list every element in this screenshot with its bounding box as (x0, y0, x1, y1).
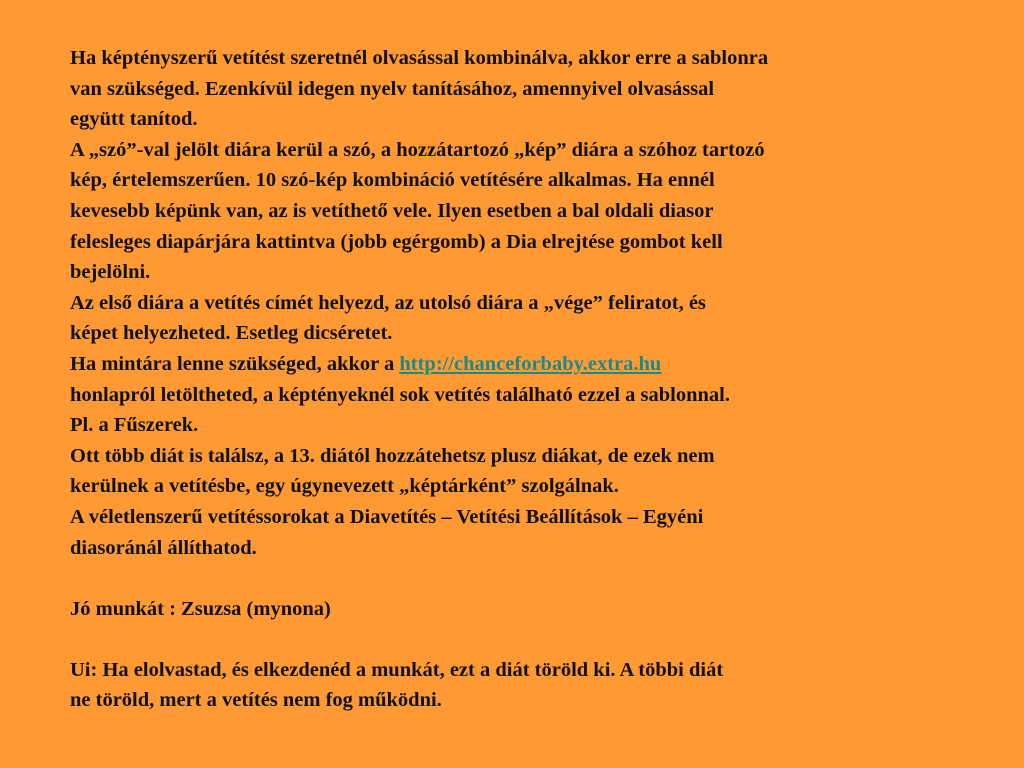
link-line (70, 349, 950, 380)
postscript-line: Ui: Ha elolvastad, és elkezdenéd a munkát, ezt a diát töröld ki. A többi diát (70, 658, 724, 681)
spacer (70, 624, 950, 655)
text-line: kevesebb képünk van, az is vetíthető vele. Ilyen esetben a bal oldali diasor (70, 199, 714, 222)
instructions-text (70, 43, 950, 716)
website-link[interactable]: http://chanceforbaby.extra.hu (399, 352, 662, 375)
text-line: kerülnek a vetítésbe, egy úgynevezett „képtárként” szolgálnak. (70, 475, 619, 498)
text-line: A véletlenszerű vetítéssorokat a Diavetítés – Vetítési Beállítások – Egyéni (70, 505, 704, 528)
text-line: Ha képtényszerű vetítést szeretnél olvasással kombinálva, akkor erre a sablonra (70, 47, 769, 69)
postscript-line: ne töröld, mert a vetítés nem fog működni. (70, 689, 442, 712)
text-line: Ott több diát is találsz, a 13. diától hozzátehetsz plusz diákat, de ezek nem (70, 444, 715, 467)
text-line: bejelölni. (70, 261, 151, 284)
text-line: Pl. a Fűszerek. (70, 414, 199, 437)
text-line: képet helyezheted. Esetleg dicséretet. (70, 322, 393, 345)
text-line: A „szó”-val jelölt diára kerül a szó, a hozzátartozó „kép” diára a szóhoz tartozó (70, 138, 765, 161)
text-line: Az első diára a vetítés címét helyezd, az utolsó diára a „vége” feliratot, és (70, 291, 706, 314)
text-line: felesleges diapárjára kattintva (jobb egérgomb) a Dia elrejtése gombot kell (70, 230, 723, 253)
spacer (70, 563, 950, 594)
text-line: honlapról letöltheted, a képtényeknél sok vetítés található ezzel a sablonnal. (70, 383, 730, 406)
text-line: kép, értelemszerűen. 10 szó-kép kombináció vetítésére alkalmas. Ha ennél (70, 169, 715, 192)
text-line: együtt tanítod. (70, 108, 198, 131)
text-line: van szükséged. Ezenkívül idegen nyelv tanításához, amennyivel olvasással (70, 77, 715, 100)
text-line: diasoránál állíthatod. (70, 536, 257, 559)
signature: Jó munkát : Zsuzsa (mynona) (70, 597, 331, 620)
link-line-prefix: Ha mintára lenne szükséged, akkor a (70, 352, 400, 375)
